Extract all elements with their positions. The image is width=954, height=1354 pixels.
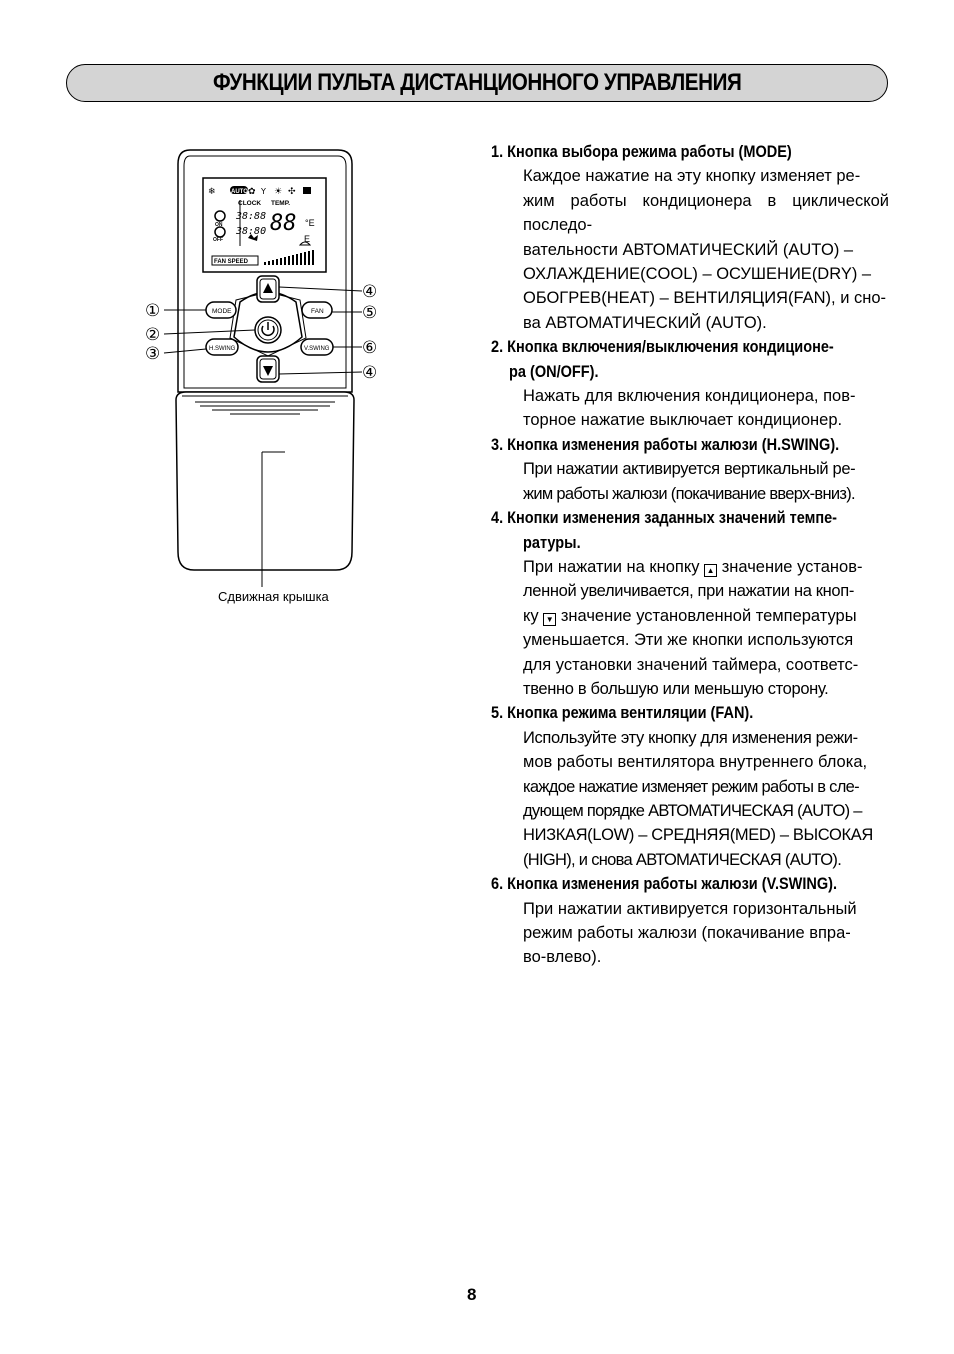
text-line: мов работы вентилятора внутреннего блока,: [523, 753, 868, 772]
text-line: для установки значений таймера, соответс-: [523, 655, 859, 674]
lcd-swing-icon: Y: [261, 187, 266, 196]
lcd-time-off: 38:80: [236, 226, 267, 237]
text-line: жим работы кондиционера в циклической последо-: [523, 191, 889, 235]
lcd-clock-label: CLOCK: [238, 200, 262, 207]
callout-2: ②: [145, 325, 161, 345]
text-line: [523, 555, 889, 579]
text-line: ОХЛАЖДЕНИЕ(COOL) – ОСУШЕНИЕ(DRY) –: [523, 265, 872, 284]
callout-4-bottom: ④: [362, 363, 378, 383]
callout-6: ⑥: [362, 338, 378, 358]
text-fragment: значение установ-: [721, 557, 863, 576]
lcd-fan-icon: ✣: [288, 187, 296, 197]
text-line: [523, 604, 889, 628]
item-body: [523, 164, 889, 335]
lcd-time-on: 38:88: [236, 211, 267, 222]
figure-caption: Сдвижная крышка: [218, 589, 329, 604]
text-line: жим работы жалюзи (покачивание вверх-вниз).: [523, 484, 855, 503]
callout-1: ①: [145, 301, 161, 321]
text-line: уменьшается. Эти же кнопки используются: [523, 631, 854, 650]
text-line: Используйте эту кнопку для изменения режи-: [523, 728, 858, 747]
vswing-button[interactable]: [301, 339, 333, 355]
item-power: [491, 335, 889, 433]
lcd-heat-icon: ☀: [274, 187, 283, 197]
text-line: ва АВТОМАТИЧЕСКИЙ (AUTO).: [523, 313, 767, 332]
item-body: [523, 897, 889, 970]
item-heading: 4. Кнопки изменения заданных значений темпе-: [491, 509, 838, 528]
lcd-display: [203, 178, 326, 272]
page-number: 8: [467, 1285, 477, 1304]
text-line: Каждое нажатие на эту кнопку изменяет ре-: [523, 167, 861, 186]
item-body: [523, 555, 889, 701]
hswing-button[interactable]: [206, 339, 238, 355]
item-heading: 6. Кнопка изменения работы жалюзи (V.SWING).: [491, 875, 838, 894]
remote-control-figure: [140, 142, 400, 612]
item-body: [523, 726, 889, 872]
callout-3: ③: [145, 344, 161, 364]
text-line: каждое нажатие изменяет режим работы в сле-: [523, 777, 859, 796]
text-line: НИЗКАЯ(LOW) – СРЕДНЯЯ(MED) – ВЫСОКАЯ: [523, 826, 873, 845]
lcd-dry-icon: ✿: [248, 187, 256, 197]
item-heading: 5. Кнопка режима вентиляции (FAN).: [491, 704, 754, 723]
text-line: вательности АВТОМАТИЧЕСКИЙ (AUTO) –: [523, 240, 854, 259]
callout-4-top: ④: [362, 282, 378, 302]
lcd-degree-icon: °E: [305, 218, 315, 228]
page-title-banner: [66, 64, 888, 102]
item-body: [523, 384, 889, 433]
lcd-on-label: ON: [215, 222, 223, 228]
text-line: При нажатии активируется горизонтальный: [523, 899, 857, 918]
item-vswing: [491, 872, 889, 970]
text-line: ленной увеличивается, при нажатии на кноп-: [523, 582, 854, 601]
page-title: ФУНКЦИИ ПУЛЬТА ДИСТАНЦИОННОГО УПРАВЛЕНИЯ: [212, 69, 742, 96]
item-heading: 3. Кнопка изменения работы жалюзи (H.SWING).: [491, 435, 840, 454]
item-heading: 2. Кнопка включения/выключения кондиционе-: [491, 338, 834, 357]
instructions-column: [491, 140, 889, 970]
lcd-sensor-icon: E: [304, 234, 311, 244]
mode-button-label: MODE: [212, 308, 232, 315]
lcd-temp-label: TEMP.: [271, 200, 291, 207]
text-line: дующем порядке АВТОМАТИЧЕСКАЯ (AUTO) –: [523, 801, 862, 820]
text-line: режим работы жалюзи (покачивание впра-: [523, 924, 851, 942]
fan-button-label: FAN: [311, 308, 324, 315]
item-hswing: [491, 433, 889, 506]
up-arrow-icon: ▲: [704, 564, 717, 577]
power-button[interactable]: [255, 317, 281, 343]
temp-up-button[interactable]: [257, 276, 279, 302]
text-line: твенно в большую или меньшую сторону.: [523, 679, 829, 698]
vswing-button-label: V.SWING: [304, 346, 330, 352]
temp-down-button[interactable]: [257, 356, 279, 382]
text-fragment: При нажатии на кнопку: [523, 557, 700, 576]
item-heading: 1. Кнопка выбора режима работы (MODE): [491, 143, 792, 161]
item-fan: [491, 701, 889, 872]
item-mode: [491, 140, 889, 335]
item-body: [523, 457, 889, 506]
text-line: ОБОГРЕВ(HEAT) – ВЕНТИЛЯЦИЯ(FAN), и сно-: [523, 289, 887, 308]
hswing-button-label: H.SWING: [209, 346, 236, 352]
text-line: во-влево).: [523, 948, 602, 967]
text-fragment: ку: [523, 606, 539, 625]
lcd-off-label: OFF: [213, 237, 223, 243]
callout-5: ⑤: [362, 303, 378, 323]
text-line: При нажатии активируется вертикальный ре-: [523, 460, 856, 479]
lcd-fan-speed-label: FAN SPEED: [214, 259, 249, 265]
text-line: Нажать для включения кондиционера, пов-: [523, 387, 856, 406]
text-line: (HIGH), и снова АВТОМАТИЧЕСКАЯ (AUTO).: [523, 850, 842, 869]
mode-button[interactable]: [206, 302, 236, 318]
lcd-auto-label: AUTO: [231, 189, 248, 195]
lcd-temp-digits: 88: [270, 211, 297, 236]
item-heading-cont: ратуры.: [523, 533, 581, 552]
down-arrow-icon: ▼: [543, 613, 556, 626]
fan-button[interactable]: [302, 302, 332, 318]
item-temperature: [491, 506, 889, 701]
lcd-cool-icon: ❄: [208, 187, 216, 197]
item-heading-cont: ра (ON/OFF).: [509, 362, 599, 381]
text-line: торное нажатие выключает кондиционер.: [523, 411, 843, 430]
text-fragment: значение установленной температуры: [560, 606, 857, 625]
